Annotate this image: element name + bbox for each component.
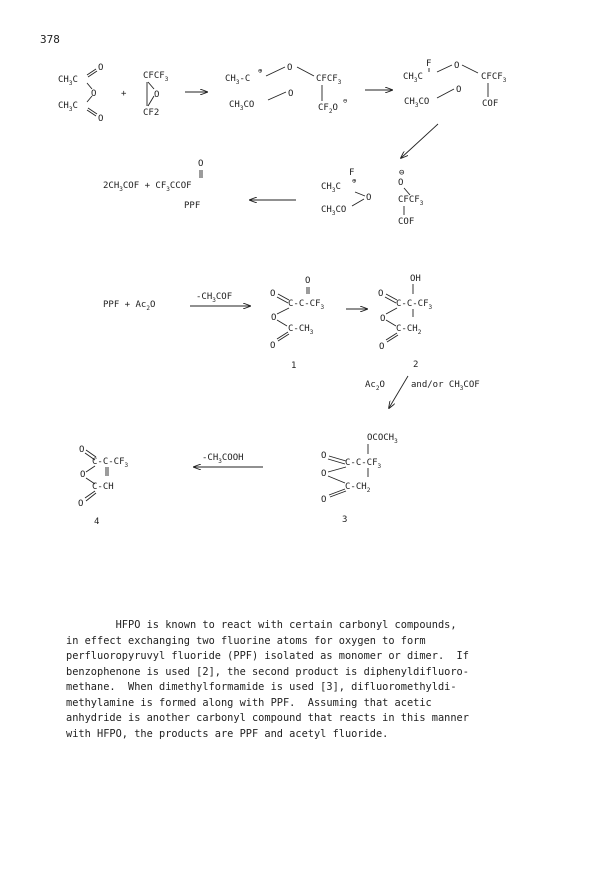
svg-text:CFCF3: $CFCF_3$: [398, 195, 424, 207]
intermediate-1-structure: [225, 63, 347, 115]
svg-text:C-CH: C-CH: [92, 482, 114, 492]
reaction-arrow: [389, 376, 408, 408]
svg-text:O: O: [270, 289, 276, 299]
svg-text:COF: COF: [398, 217, 415, 227]
svg-text:1: 1: [291, 361, 297, 371]
svg-text:C-C-CF3: $C-C-CF_3$: [288, 299, 325, 311]
svg-text:O: O: [321, 495, 327, 505]
svg-text:O: O: [398, 178, 404, 188]
svg-text:CF2: CF2: [143, 108, 160, 118]
svg-text:C-CH3: $C-CH_3$: [288, 324, 314, 336]
svg-text:O: O: [454, 61, 460, 71]
svg-text:O: O: [98, 114, 104, 124]
svg-text:CH3CO: $CH_3CO$: [229, 100, 255, 112]
svg-text:2CH3COF + CF3CCOF: $2CH_3COF$ + $CF_3CCOF$: [103, 181, 192, 193]
paragraph-line: methylamine is formed along with PPF. Assuming that acetic: [66, 696, 432, 709]
reagent-and-or-ch3cof: and/or $CH_3COF$: [411, 380, 480, 392]
svg-text:O: O: [98, 63, 104, 73]
svg-text:CH3C: $CH_3C$: [321, 182, 341, 194]
arrow-label-minus-ch3cof: $-CH_3COF$: [196, 292, 233, 304]
compound-2-structure: [378, 274, 433, 370]
ppf-products: [103, 159, 203, 211]
hfpo-structure: [143, 71, 169, 118]
svg-text:O: O: [78, 499, 84, 509]
svg-text:O: O: [380, 314, 386, 324]
plus-sign: +: [121, 89, 127, 99]
body-paragraph: [66, 618, 536, 742]
paragraph-line: benzophenone is used [2], the second product is diphenyldifluoro-: [66, 665, 469, 678]
svg-text:CH3C: $CH_3C$: [58, 101, 78, 113]
svg-text:PPF: PPF: [184, 201, 201, 211]
arrow-label-minus-ch3cooh: $-CH_3COOH$: [202, 453, 244, 465]
paragraph-line: methane. When dimethylformamide is used [3], difluoromethyldi-: [66, 681, 457, 693]
svg-text:C-CH2: $C-CH_2$: [345, 482, 371, 494]
svg-text:OH: OH: [410, 274, 421, 284]
svg-text:O: O: [321, 451, 327, 461]
svg-text:O: O: [288, 89, 294, 99]
svg-text:C-C-CF3: $C-C-CF_3$: [396, 299, 433, 311]
paragraph-line: anhydride is another carbonyl compound that reacts in this manner: [66, 712, 469, 724]
svg-text:CF2O: $CF_2O$: [318, 103, 338, 115]
svg-text:O: O: [270, 341, 276, 351]
paragraph-line: in effect exchanging two fluorine atoms for oxygen to form: [66, 634, 426, 647]
reagent-ac2o: $Ac_2O$: [365, 380, 385, 392]
svg-text:3: 3: [342, 515, 348, 525]
svg-text:O: O: [456, 85, 462, 95]
intermediate-2-structure: [403, 59, 507, 109]
svg-text:⊖: ⊖: [343, 97, 348, 105]
svg-text:CFCF3: $CFCF_3$: [481, 72, 507, 84]
intermediate-3-structure: [321, 168, 424, 227]
svg-text:COF: COF: [482, 99, 499, 109]
svg-text:F: F: [426, 59, 432, 69]
svg-text:CH3CO: $CH_3CO$: [404, 97, 430, 109]
svg-text:CH3-C: $CH_3-C$: [225, 74, 251, 86]
paragraph-line: with HFPO, the products are PPF and acetyl fluoride.: [66, 727, 389, 740]
paragraph-line: HFPO is known to react with certain carbonyl compounds,: [66, 619, 457, 631]
svg-text:CH3CO: $CH_3CO$: [321, 205, 347, 217]
svg-text:OCOCH3: $OCOCH_3$: [367, 433, 398, 445]
svg-text:⊕: ⊕: [352, 177, 357, 185]
ppf-plus-ac2o: PPF + $Ac_2O$: [103, 300, 156, 312]
compound-1-structure: [270, 276, 325, 371]
svg-text:C-C-CF3: $C-C-CF_3$: [345, 458, 382, 470]
svg-text:2: 2: [413, 360, 419, 370]
reaction-arrow: [401, 124, 438, 158]
svg-text:CH3C: $CH_3C$: [403, 72, 423, 84]
svg-text:O: O: [379, 342, 385, 352]
svg-text:4: 4: [94, 517, 100, 527]
svg-text:C-C-CF3: $C-C-CF_3$: [92, 457, 129, 469]
compound-3-structure: [321, 433, 398, 525]
svg-text:O: O: [91, 89, 97, 99]
svg-text:O: O: [79, 445, 85, 455]
svg-text:C-CH2: $C-CH_2$: [396, 324, 422, 336]
svg-text:⊕: ⊕: [258, 67, 263, 75]
svg-text:⊖: ⊖: [399, 168, 405, 178]
svg-text:CH3C: $CH_3C$: [58, 75, 78, 87]
page-number: 378: [40, 33, 60, 46]
paragraph-line: perfluoropyruvyl fluoride (PPF) isolated as monomer or dimer. If: [66, 650, 469, 662]
svg-text:F: F: [349, 168, 355, 178]
svg-text:O: O: [154, 90, 160, 100]
svg-text:CFCF3: $CFCF_3$: [316, 74, 342, 86]
acetic-anhydride-structure: [58, 63, 103, 124]
svg-text:CFCF3: $CFCF_3$: [143, 71, 169, 83]
svg-text:O: O: [321, 469, 327, 479]
svg-text:O: O: [366, 193, 372, 203]
svg-text:O: O: [305, 276, 311, 286]
svg-text:O: O: [378, 289, 384, 299]
compound-4-structure: [78, 445, 129, 527]
svg-text:O: O: [80, 470, 86, 480]
svg-text:O: O: [271, 313, 277, 323]
svg-text:O: O: [198, 159, 204, 169]
svg-text:O: O: [287, 63, 293, 73]
